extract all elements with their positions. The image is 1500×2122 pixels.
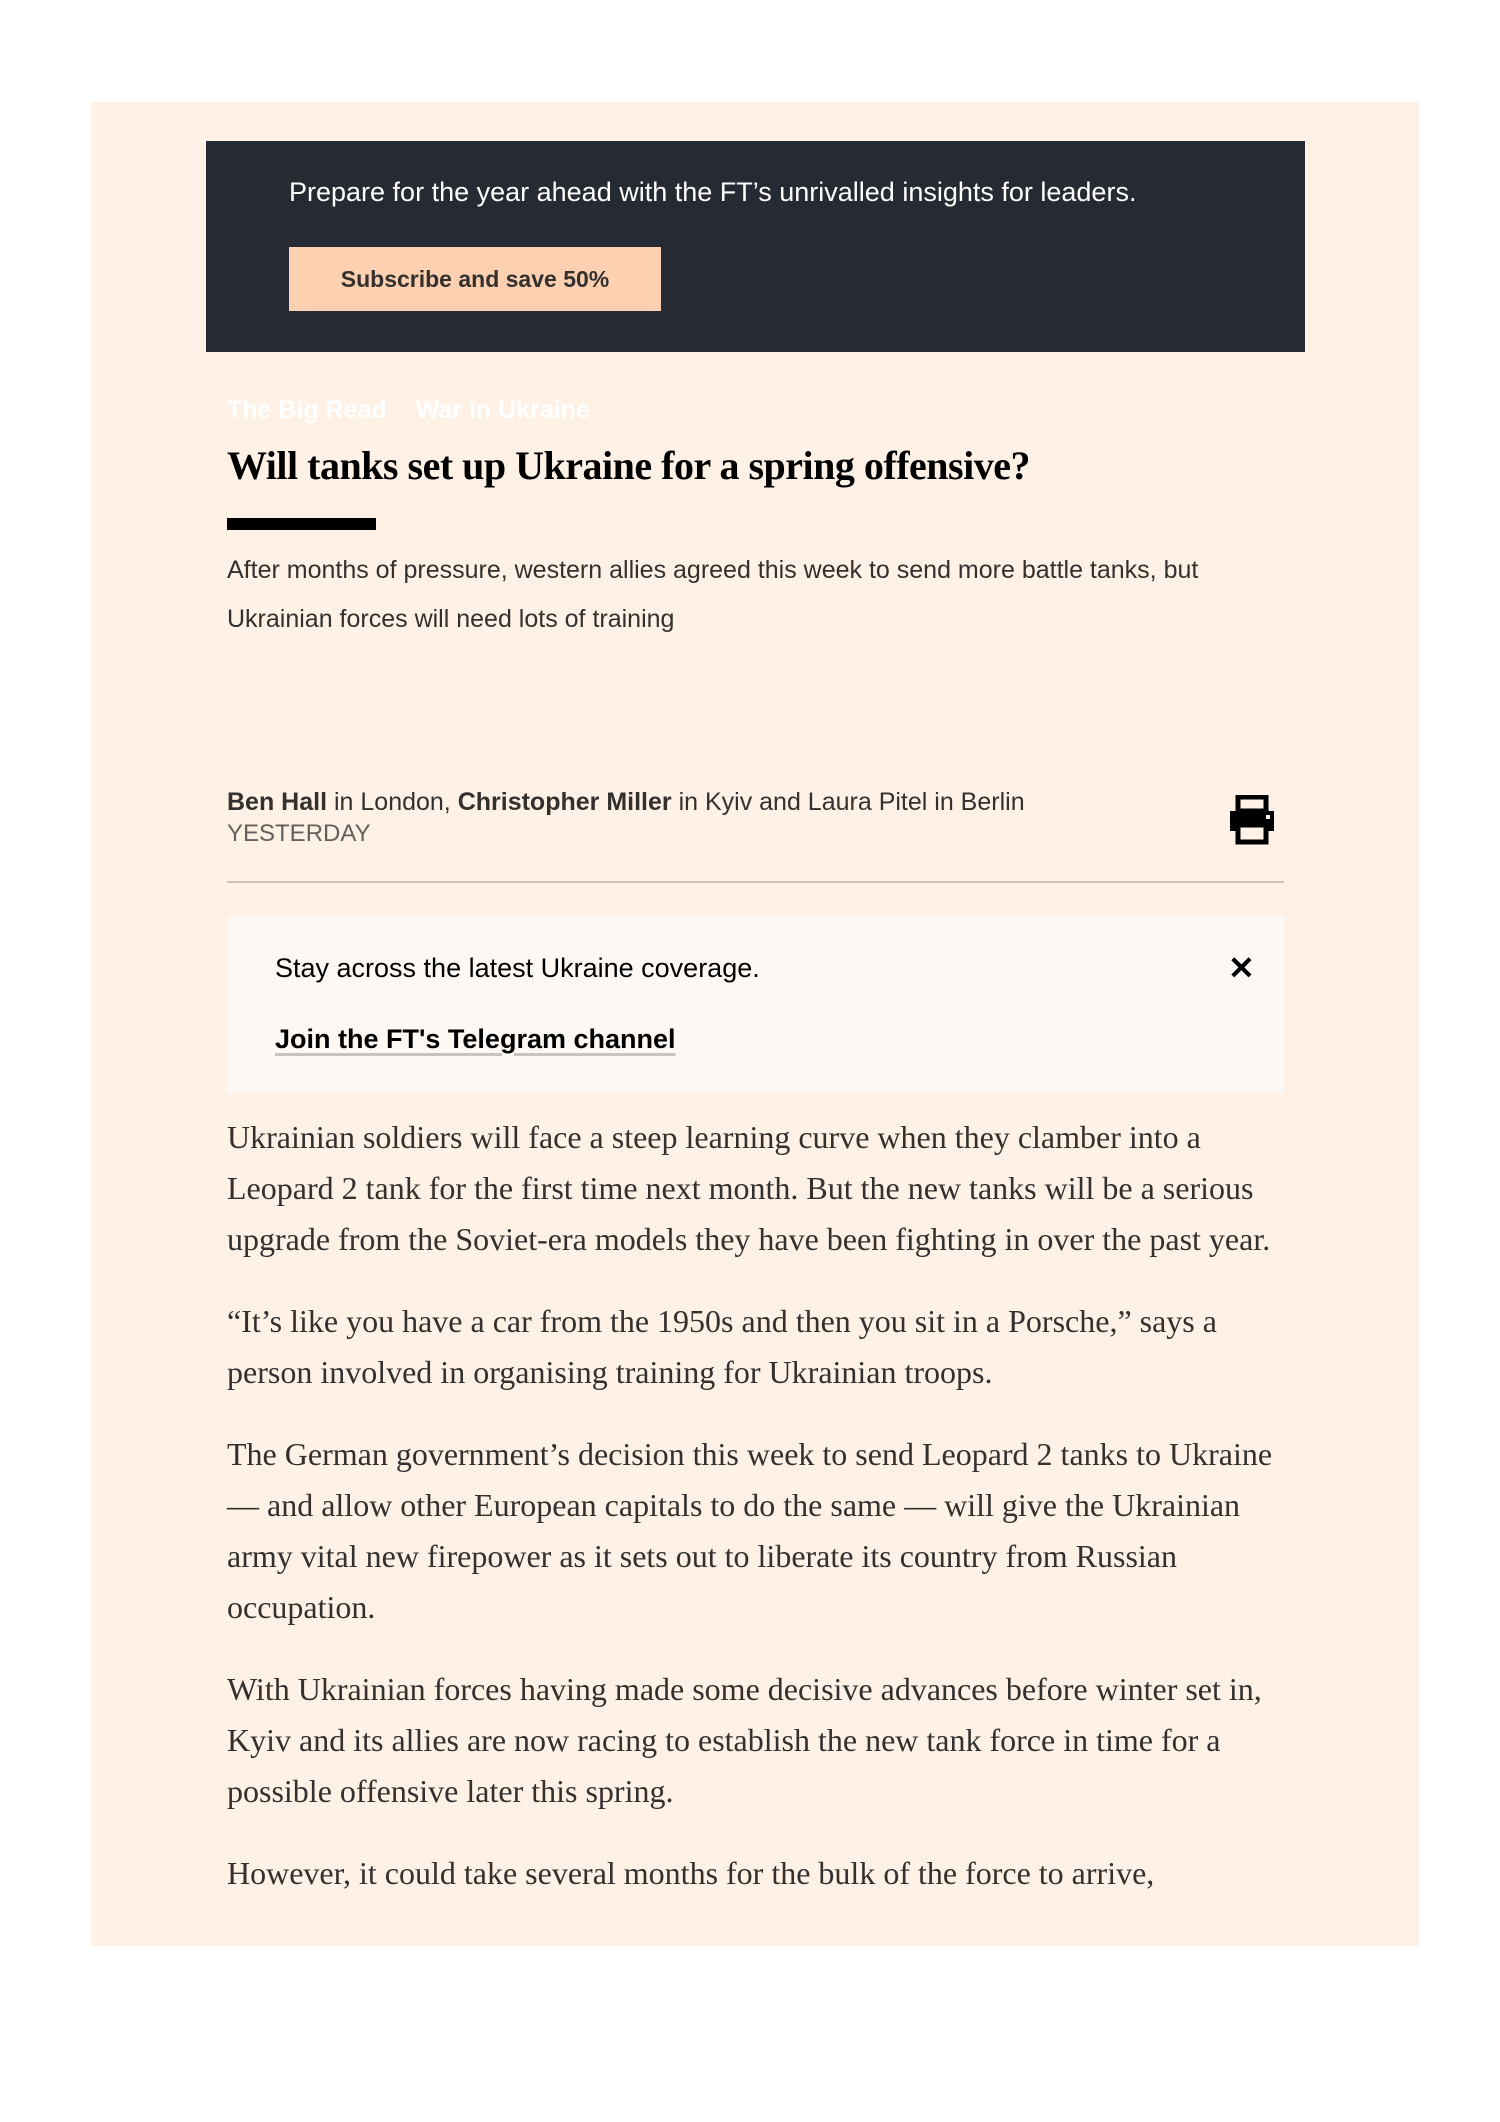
telegram-promo — [227, 916, 1284, 1093]
publish-date: YESTERDAY — [227, 820, 371, 847]
article-tags — [227, 396, 612, 425]
body-paragraph: The German government’s decision this week to send Leopard 2 tanks to Ukraine — and allow other European capitals to do the same — will give the Ukrainian army vital new firepower as it sets out to liberate its country from Russian occupation. — [227, 1436, 1273, 1625]
article-body — [227, 1112, 1297, 1930]
body-paragraph: Ukrainian soldiers will face a steep learning curve when they clamber into a Leopard 2 tank for the first time next month. But the new tanks will be a serious upgrade from the Soviet-era models they have been fighting in over the past year. — [227, 1119, 1271, 1257]
printer-icon[interactable] — [1228, 795, 1276, 845]
author-link[interactable]: Ben Hall — [227, 788, 328, 816]
author-link[interactable]: Christopher Miller — [457, 788, 672, 816]
byline-text: in London, — [327, 788, 458, 816]
telegram-link[interactable]: Join the FT's Telegram channel — [275, 1024, 676, 1054]
close-icon[interactable]: ✕ — [1228, 950, 1255, 986]
body-paragraph: “It’s like you have a car from the 1950s and then you sit in a Porsche,” says a person involved in organising training for Ukrainian troops. — [227, 1303, 1217, 1390]
banner-text: Prepare for the year ahead with the FT’s unrivalled insights for leaders. — [289, 177, 1137, 207]
body-paragraph: However, it could take several months for the bulk of the force to arrive, — [227, 1855, 1155, 1891]
tag-the-big-read[interactable]: The Big Read — [227, 396, 387, 424]
body-paragraph: With Ukrainian forces having made some decisive advances before winter set in, Kyiv and its allies are now racing to establish the new tank force in time for a possible offensive later this spring. — [227, 1671, 1262, 1809]
byline — [227, 788, 1025, 817]
subscription-banner — [206, 141, 1305, 352]
promo-text: Stay across the latest Ukraine coverage. — [275, 953, 760, 983]
byline-text: in Kyiv and Laura Pitel in Berlin — [671, 788, 1025, 816]
article-standfirst: After months of pressure, western allies agreed this week to send more battle tanks, but Ukrainian forces will need lots of training — [227, 556, 1199, 633]
subscribe-button[interactable]: Subscribe and save 50% — [289, 247, 661, 311]
tag-war-in-ukraine[interactable]: War in Ukraine — [415, 396, 590, 424]
article-page — [91, 102, 1419, 1946]
headline-rule — [227, 518, 376, 530]
article-headline: Will tanks set up Ukraine for a spring offensive? — [227, 443, 1030, 488]
byline-divider — [227, 881, 1284, 883]
